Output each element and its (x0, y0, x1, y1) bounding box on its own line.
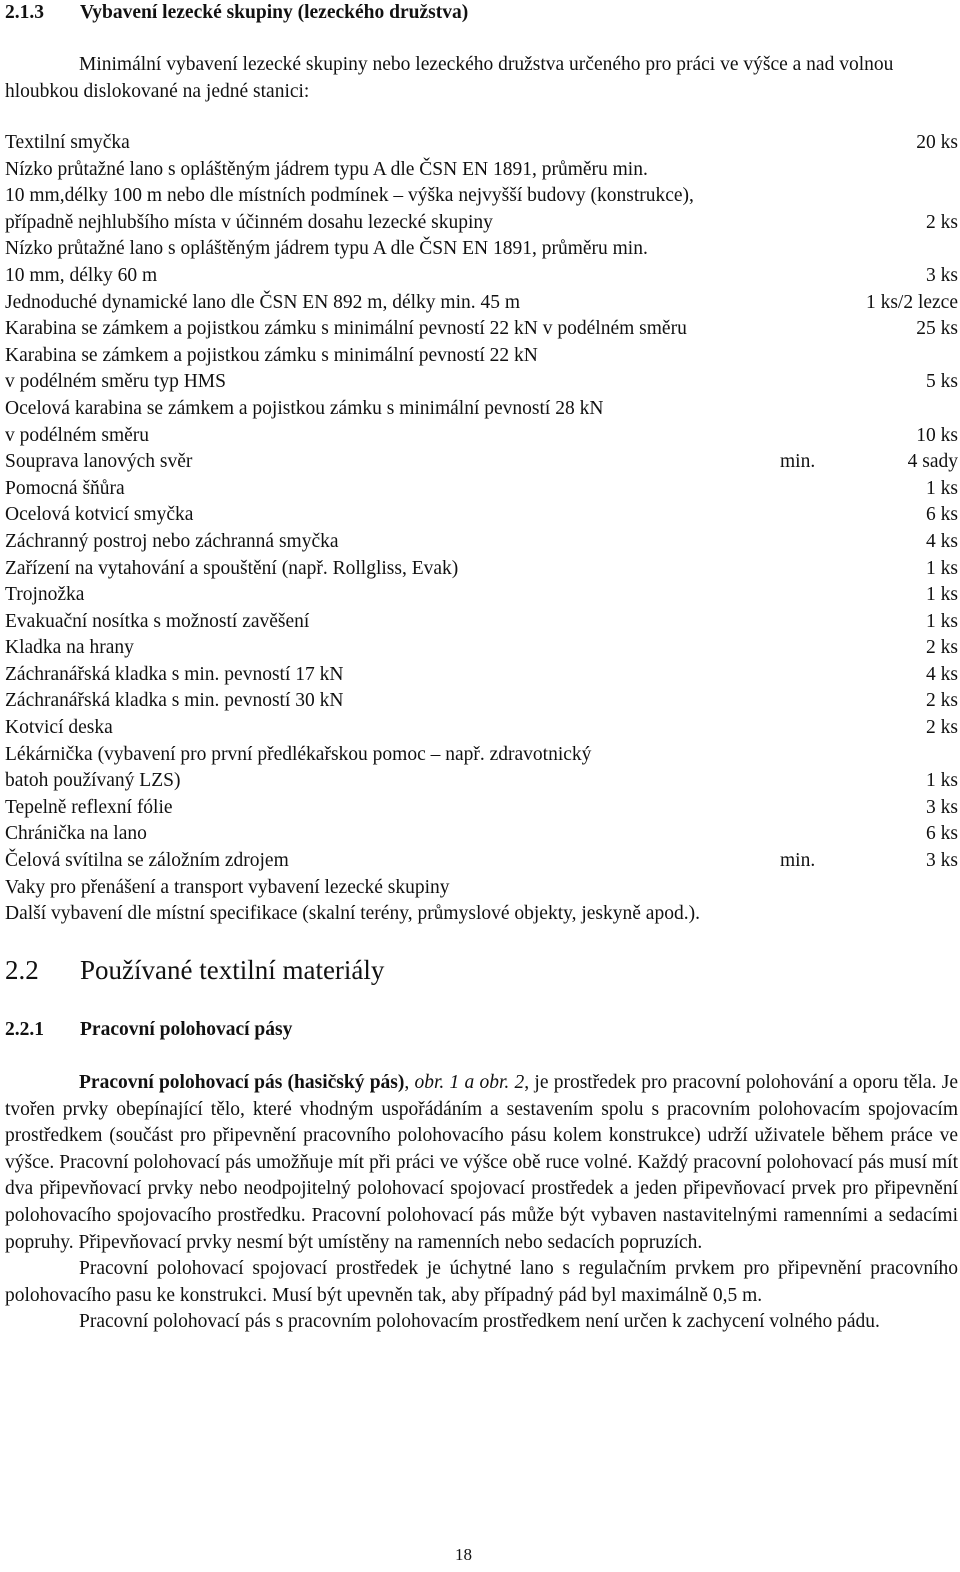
item-quantity: 1 ks (926, 557, 958, 579)
list-item (5, 316, 958, 343)
item-quantity: 6 ks (926, 504, 958, 526)
item-quantity: 1 ks (926, 584, 958, 606)
list-item (5, 742, 958, 769)
item-label: Ocelová kotvicí smyčka (5, 504, 194, 526)
item-quantity: 3 ks (926, 264, 958, 286)
item-label: Textilní smyčka (5, 132, 130, 153)
item-label: Jednoduché dynamické lano dle ČSN EN 892 m, délky min. 45 m (5, 291, 521, 313)
item-quantity: 1 ks/2 lezce (865, 291, 958, 313)
paragraph-2: Pracovní polohovací spojovací prostředek je úchytné lano s regulačním prvkem pro připevnění pracovního polohovacího pasu ke konstrukci. Musí být upevněn tak, aby případný pád byl maximálně 0,5 m. (5, 1258, 958, 1306)
item-quantity: 3 ks (926, 850, 958, 872)
item-label: Nízko průtažné lano s opláštěným jádrem typu A dle ČSN EN 1891, průměru min. (5, 238, 648, 260)
item-label: Vaky pro přenášení a transport vybavení lezecké skupiny (5, 876, 450, 898)
item-quantity: 1 ks (926, 610, 958, 632)
list-item (5, 369, 958, 396)
item-label: Čelová svítilna se záložním zdrojem (5, 850, 289, 872)
item-label: 10 mm, délky 60 m (5, 264, 158, 286)
item-quantity: 3 ks (926, 796, 958, 818)
list-item (5, 157, 958, 184)
item-quantity: 10 ks (916, 424, 958, 446)
item-label: Evakuační nosítka s možností zavěšení (5, 610, 310, 632)
list-item (5, 529, 958, 556)
item-label: Záchranářská kladka s min. pevností 30 kN (5, 690, 344, 712)
list-item (5, 875, 958, 902)
list-item (5, 662, 958, 689)
list-item (5, 396, 958, 423)
item-label: Nízko průtažné lano s opláštěným jádrem typu A dle ČSN EN 1891, průměru min. (5, 158, 648, 180)
list-item (5, 635, 958, 662)
list-item (5, 290, 958, 317)
item-quantity: 4 ks (926, 663, 958, 685)
list-item (5, 821, 958, 848)
term-bold: Pracovní polohovací pás (hasičský pás) (79, 1072, 405, 1093)
item-quantity: 5 ks (926, 371, 958, 393)
list-item (5, 449, 958, 476)
list-item (5, 476, 958, 503)
item-label: Pomocná šňůra (5, 477, 125, 499)
subsection-number: 2.2.1 (5, 1019, 44, 1040)
item-quantity: 2 ks (926, 637, 958, 659)
item-label: Kladka na hrany (5, 637, 134, 659)
item-label: Další vybavení dle místní specifikace (skalní terény, průmyslové objekty, jeskyně apod.). (5, 903, 700, 925)
item-label: Ocelová karabina se zámkem a pojistkou zámku s minimální pevností 28 kN (5, 397, 604, 419)
item-quantity: 2 ks (926, 690, 958, 712)
intro-text: Minimální vybavení lezecké skupiny nebo lezeckého družstva určeného pro práci ve výšce a nad volnou hloubkou dislokované na jedné stanici: (5, 54, 894, 102)
equipment-list (5, 130, 958, 928)
list-item (5, 343, 958, 370)
item-quantity: 4 ks (926, 530, 958, 552)
paragraph-1-rest: , je prostředek pro pracovní polohování a oporu těla. Je tvořen prvky obepínající tělo, které vhodným uspořádáním a sestavením spolu s pracovním polohovacím spojovacím prostředkem (součást pro připevnění pracovního polohovacího pásu kolem konstrukce) udrží uživatele během práce ve výšce. Pracovní polohovací pás umožňuje mít při práci ve výšce obě ruce volné. Každý pracovní polohovací pás musí mít dva připevňovací prvky nebo neodpojitelný polohovací spojovací prostředek a jeden připevňovací prvek pro připevnění polohovacího spojovacího prostředku. Pracovní polohovací pás může být vybaven nastavitelnými ramenními a sedacími popruhy. Připevňovací prvky nesmí být umístěny na ramenních nebo sedacích popruzích. (5, 1072, 959, 1253)
list-item (5, 556, 958, 583)
item-quantity: 1 ks (926, 770, 958, 792)
item-min: min. (780, 451, 816, 473)
item-label: Kotvicí deska (5, 717, 113, 739)
list-item (5, 715, 958, 742)
item-label: Karabina se zámkem a pojistkou zámku s minimální pevností 22 kN (5, 344, 538, 366)
item-label: případně nejhlubšího místa v účinném dosahu lezecké skupiny (5, 211, 493, 233)
separator: , (404, 1072, 415, 1093)
item-quantity: 6 ks (926, 823, 958, 845)
chapter-heading (5, 955, 384, 986)
list-item (5, 848, 958, 875)
list-item (5, 130, 958, 157)
item-label: v podélném směru (5, 424, 150, 446)
subsection-heading (5, 1019, 292, 1041)
item-label: Souprava lanových svěr (5, 451, 193, 473)
list-item (5, 263, 958, 290)
item-label: 10 mm,délky 100 m nebo dle místních podmínek – výška nejvyšší budovy (konstrukce), (5, 185, 694, 207)
item-label: v podélném směru typ HMS (5, 371, 226, 393)
list-item (5, 795, 958, 822)
item-quantity: 4 sady (907, 451, 958, 473)
item-label: Karabina se zámkem a pojistkou zámku s minimální pevností 22 kN v podélném směru (5, 318, 687, 340)
item-quantity: 2 ks (926, 211, 958, 233)
list-item (5, 768, 958, 795)
item-label: Zařízení na vytahování a spouštění (např. Rollgliss, Evak) (5, 557, 459, 579)
chapter-number: 2.2 (5, 955, 39, 985)
subsection-title: Pracovní polohovací pásy (80, 1019, 293, 1040)
item-label: Záchranný postroj nebo záchranná smyčka (5, 530, 339, 552)
list-item (5, 210, 958, 237)
item-label: Lékárnička (vybavení pro první předlékařskou pomoc – např. zdravotnický (5, 743, 592, 765)
item-quantity: 25 ks (916, 318, 958, 340)
item-quantity: 1 ks (926, 477, 958, 499)
item-quantity: 20 ks (916, 132, 958, 153)
list-item (5, 236, 958, 263)
body-text (5, 1070, 958, 1336)
paragraph-1 (5, 1070, 958, 1256)
intro-paragraph (5, 51, 958, 105)
list-item (5, 183, 958, 210)
paragraph-3: Pracovní polohovací pás s pracovním polohovacím prostředkem není určen k zachycení volného pádu. (79, 1311, 880, 1333)
list-item (5, 901, 958, 928)
item-label: batoh používaný LZS) (5, 770, 181, 792)
list-item (5, 582, 958, 609)
page-number: 18 (455, 1545, 472, 1564)
section-heading (5, 2, 468, 24)
item-label: Záchranářská kladka s min. pevností 17 kN (5, 663, 344, 685)
list-item (5, 502, 958, 529)
figure-reference: obr. 1 a obr. 2 (414, 1072, 525, 1093)
item-min: min. (780, 850, 816, 872)
list-item (5, 423, 958, 450)
list-item (5, 688, 958, 715)
item-quantity: 2 ks (926, 717, 958, 739)
list-item (5, 609, 958, 636)
chapter-title: Používané textilní materiály (80, 955, 385, 985)
item-label: Chránička na lano (5, 823, 147, 845)
item-label: Trojnožka (5, 584, 85, 606)
section-number: 2.1.3 (5, 2, 44, 23)
section-title: Vybavení lezecké skupiny (lezeckého družstva) (80, 2, 469, 23)
item-label: Tepelně reflexní fólie (5, 796, 173, 818)
